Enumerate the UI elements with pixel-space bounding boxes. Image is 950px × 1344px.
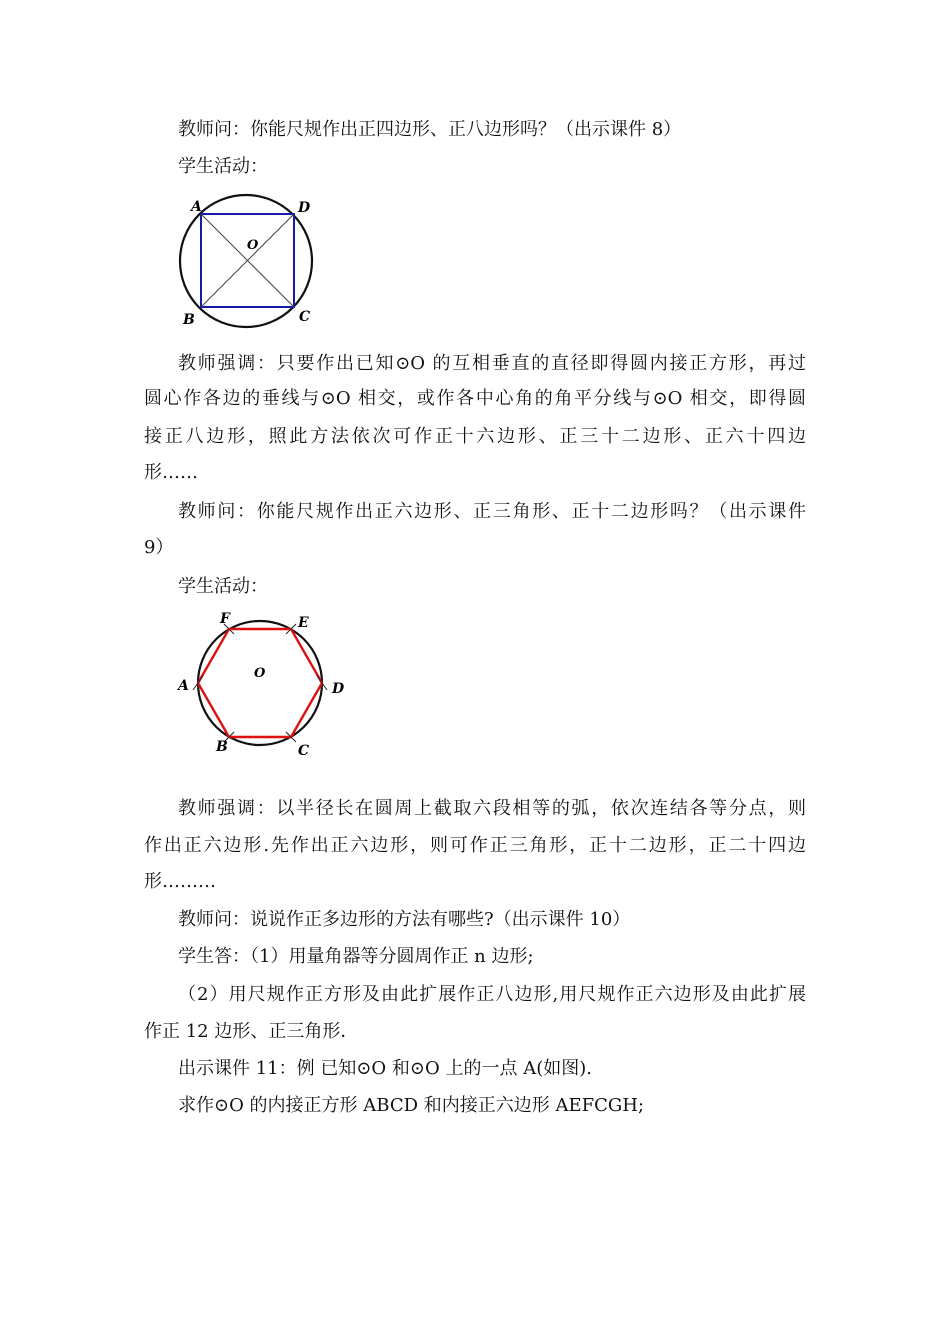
paragraph-student-answer-1: 学生答：（1）用量角器等分圆周作正 n 边形;	[178, 946, 534, 967]
hex-label-f: F	[220, 611, 230, 627]
paragraph-teacher-emphasis-2-line1: 教师强调：以半径长在圆周上截取六段相等的弧，依次连结各等分点，则	[178, 798, 806, 819]
paragraph-teacher-question-2-line2: 9）	[144, 537, 174, 558]
paragraph-teacher-emphasis-1-line2: 圆心作各边的垂线与⊙O 相交，或作各中心角的角平分线与⊙O 相交，即得圆	[144, 388, 806, 409]
paragraph-teacher-question-1: 教师问：你能尺规作出正四边形、正八边形吗？（出示课件 8）	[178, 119, 682, 140]
hexagon-circle	[198, 621, 322, 745]
hex-label-b: B	[216, 739, 228, 755]
paragraph-teacher-emphasis-2-line2: 作出正六边形.先作出正六边形，则可作正三角形，正十二边形，正二十四边	[144, 835, 806, 856]
paragraph-student-answer-2-line1: （2）用尺规作正方形及由此扩展作正八边形,用尺规作正六边形及由此扩展	[178, 984, 806, 1005]
inscribed-hexagon	[198, 629, 322, 737]
paragraph-teacher-emphasis-1-line3: 接正八边形，照此方法依次可作正十六边形、正三十二边形、正六十四边	[144, 426, 806, 447]
paragraph-teacher-question-3: 教师问：说说作正多边形的方法有哪些?（出示课件 10）	[178, 909, 631, 930]
label-c: C	[299, 309, 311, 325]
paragraph-student-activity-2: 学生活动：	[178, 576, 268, 597]
paragraph-teacher-emphasis-1-line1: 教师强调：只要作出已知⊙O 的互相垂直的直径即得圆内接正方形，再过	[178, 353, 806, 374]
hex-label-e: E	[298, 615, 309, 631]
paragraph-construction-task: 求作⊙O 的内接正方形 ABCD 和内接正六边形 AEFCGH;	[178, 1095, 645, 1116]
figure-inscribed-square	[165, 185, 330, 335]
paragraph-teacher-emphasis-2-line3: 形………	[144, 871, 216, 892]
paragraph-teacher-emphasis-1-line4: 形……	[144, 462, 198, 483]
paragraph-student-answer-2-line2: 作正 12 边形、正三角形．	[144, 1021, 359, 1042]
paragraph-student-activity-1: 学生活动：	[178, 156, 268, 177]
figure-inscribed-hexagon	[170, 606, 355, 761]
label-o: O	[247, 238, 259, 253]
hex-label-a: A	[178, 678, 189, 694]
label-a: A	[191, 199, 202, 215]
hex-label-o: O	[254, 666, 266, 681]
hex-label-c: C	[298, 743, 310, 759]
label-d: D	[298, 200, 311, 216]
paragraph-example: 出示课件 11：例 已知⊙O 和⊙O 上的一点 A(如图).	[178, 1058, 592, 1079]
label-b: B	[183, 312, 195, 328]
paragraph-teacher-question-2-line1: 教师问：你能尺规作出正六边形、正三角形、正十二边形吗？（出示课件	[178, 501, 806, 522]
hex-label-d: D	[332, 681, 345, 697]
